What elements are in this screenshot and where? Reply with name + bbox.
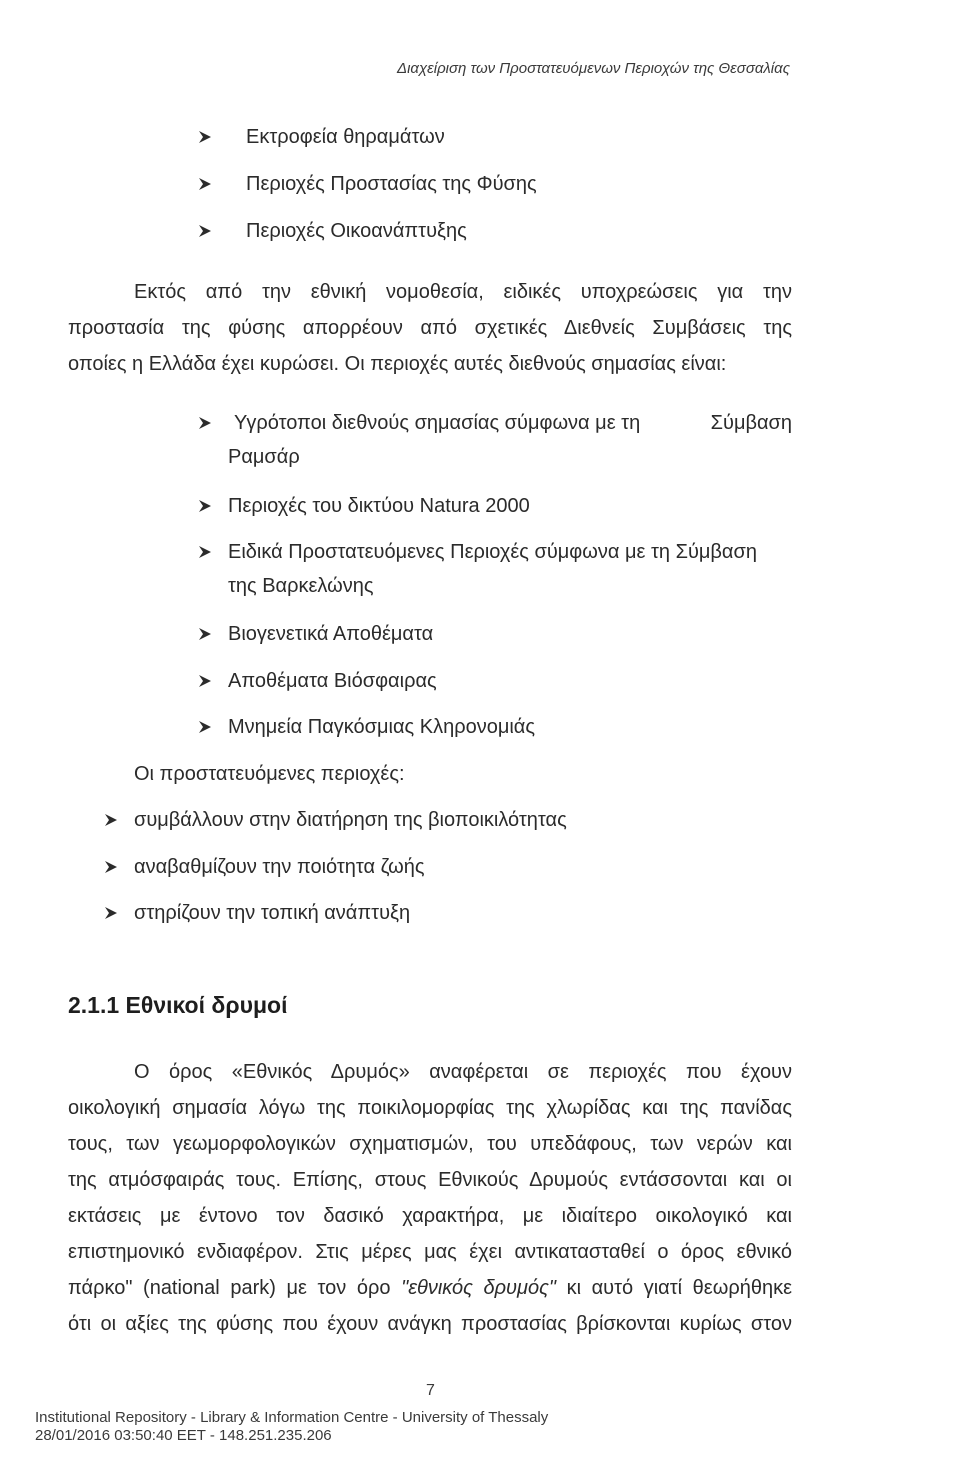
arrow-bullet-icon	[104, 803, 120, 837]
list-item-text: Περιοχές του δικτύου Natura 2000	[228, 495, 530, 517]
paragraph-line: επιστημονικό ενδιαφέρον. Στις μέρες μας έχει αντικατασταθεί ο όρος εθνικό	[68, 1241, 792, 1263]
running-header: Διαχείριση των Προστατευόμενων Περιοχών της Θεσσαλίας	[397, 60, 790, 77]
list-item-text: στηρίζουν την τοπική ανάπτυξη	[134, 902, 411, 924]
arrow-bullet-icon	[104, 896, 120, 930]
footer-repository: Institutional Repository - Library & Information Centre - University of Thessaly	[35, 1409, 549, 1426]
list-item-text: Περιοχές Οικοανάπτυξης	[246, 220, 467, 242]
paragraph-text: πάρκο" (national park) με τον όρο	[68, 1277, 402, 1299]
paragraph-line: ότι οι αξίες της φύσης που έχουν ανάγκη προστασίας βρίσκονται κυρίως στον	[68, 1313, 792, 1335]
list-item-text: Βιογενετικά Αποθέματα	[228, 623, 434, 645]
arrow-bullet-icon	[198, 406, 214, 440]
list-item	[104, 850, 425, 884]
paragraph-line	[68, 1270, 792, 1306]
bullet-list-international	[198, 406, 798, 746]
list-item	[198, 406, 792, 474]
list-item	[198, 710, 535, 744]
list-item-text: της Βαρκελώνης	[228, 575, 374, 597]
paragraph-line: τους, των γεωμορφολογικών σχηματισμών, του υπεδάφους, των νερών και	[68, 1133, 792, 1155]
list-item-text: Ραμσάρ	[228, 446, 300, 468]
arrow-bullet-icon	[198, 120, 214, 154]
list-item	[198, 664, 437, 698]
list-item	[198, 120, 445, 154]
arrow-bullet-icon	[198, 214, 214, 248]
paragraph-line: της ατμόσφαιράς τους. Επίσης, στους Εθνικούς Δρυμούς εντάσσονται και οι	[68, 1169, 792, 1191]
paragraph-text: κι αυτό γιατί θεωρήθηκε	[555, 1277, 792, 1299]
arrow-bullet-icon	[198, 617, 214, 651]
list-item-text: Υγρότοποι διεθνούς σημασίας σύμφωνα με τη	[234, 412, 641, 434]
list-item	[198, 214, 467, 248]
list-item-text: συμβάλλουν στην διατήρηση της βιοποικιλότητας	[134, 809, 567, 831]
list-item-text: Περιοχές Προστασίας της Φύσης	[246, 173, 537, 195]
list-item	[104, 803, 567, 837]
page-number: 7	[426, 1382, 435, 1399]
paragraph-line: οικολογική σημασία λόγω της ποικιλομορφίας της χλωρίδας και της πανίδας	[68, 1097, 792, 1119]
paragraph-line: Ο όρος «Εθνικός Δρυμός» αναφέρεται σε περιοχές που έχουν	[134, 1061, 792, 1083]
bullet-list-benefits	[104, 803, 704, 943]
list-item	[104, 896, 410, 930]
list-item	[198, 167, 537, 201]
list-item-text: Αποθέματα Βιόσφαιρας	[228, 670, 437, 692]
italic-term: "εθνικός δρυμός"	[401, 1277, 556, 1299]
arrow-bullet-icon	[198, 664, 214, 698]
list-item	[198, 535, 792, 603]
arrow-bullet-icon	[198, 535, 214, 569]
list-item-text: Ειδικά Προστατευόμενες Περιοχές σύμφωνα με τη Σύμβαση	[228, 541, 757, 563]
paragraph-line: εκτάσεις με έντονο τον δασικό χαρακτήρα, με ιδιαίτερο οικολογικό και	[68, 1205, 792, 1227]
paragraph	[68, 274, 792, 382]
paragraph	[68, 1054, 792, 1342]
paragraph-line: Εκτός από την εθνική νομοθεσία, ειδικές υποχρεώσεις για την	[134, 281, 792, 303]
list-item	[198, 489, 530, 523]
arrow-bullet-icon	[198, 489, 214, 523]
footer-timestamp: 28/01/2016 03:50:40 EET - 148.251.235.206	[35, 1427, 332, 1444]
arrow-bullet-icon	[198, 710, 214, 744]
list-item-text: Μνημεία Παγκόσμιας Κληρονομιάς	[228, 716, 535, 738]
list-item	[198, 617, 433, 651]
paragraph-line: προστασία της φύσης απορρέουν από σχετικές Διεθνείς Συμβάσεις της	[68, 317, 792, 339]
arrow-bullet-icon	[198, 167, 214, 201]
bullet-list-zones	[198, 120, 698, 260]
list-item-text: Σύμβαση	[710, 412, 792, 434]
arrow-bullet-icon	[104, 850, 120, 884]
list-intro: Οι προστατευόμενες περιοχές:	[134, 763, 405, 785]
list-item-text: αναβαθμίζουν την ποιότητα ζωής	[134, 856, 425, 878]
list-item-text: Εκτροφεία θηραμάτων	[246, 126, 445, 148]
paragraph-line: οποίες η Ελλάδα έχει κυρώσει. Οι περιοχές αυτές διεθνούς σημασίας είναι:	[68, 353, 727, 375]
section-heading: 2.1.1 Εθνικοί δρυμοί	[68, 992, 288, 1018]
